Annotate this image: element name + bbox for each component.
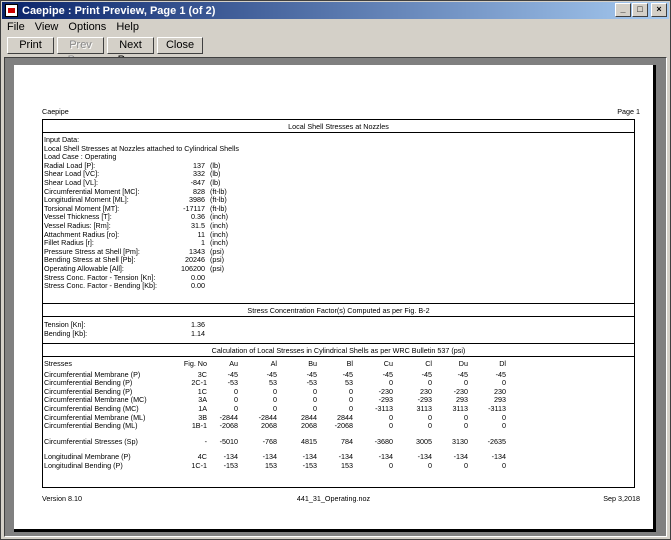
table-row-label: Circumferential Membrane (ML)	[44, 412, 146, 422]
table-row-cell: -230	[453, 386, 468, 396]
caepipe-app-icon[interactable]	[5, 4, 18, 17]
table-header-cell: Fig. No	[183, 359, 207, 368]
table-row-cell: -2068	[219, 421, 238, 431]
section-title: Calculation of Local Stresses in Cylindrical Shells as per WRC Bulletin 537 (psi)	[211, 346, 466, 355]
input-unit: (lb)	[210, 178, 221, 187]
minimize-button[interactable]: _	[615, 3, 631, 17]
table-row-cell: 0	[389, 460, 393, 470]
table-row-label: Longitudinal Membrane (P)	[44, 452, 131, 461]
input-label: Pressure Stress at Shell [Pm]:	[44, 246, 140, 256]
input-intro-line: Local Shell Stresses at Nozzles attached to Cylindrical Shells	[44, 143, 239, 153]
input-intro-line: Load Case : Operating	[44, 152, 117, 162]
table-row-cell: 0	[349, 386, 353, 396]
prev-page-button[interactable]: Prev	[57, 37, 104, 54]
table-header-cell: Al	[270, 359, 277, 368]
factor-label: Tension [Kn]:	[44, 320, 86, 329]
footer-date: Sep 3,2018	[603, 494, 640, 503]
table-row-cell: 3113	[452, 404, 468, 413]
input-label: Stress Conc. Factor - Tension [Kn]:	[44, 272, 156, 282]
table-row-cell: 4815	[301, 436, 317, 446]
menu-view[interactable]: View	[34, 20, 59, 33]
table-row-cell: 293	[494, 395, 506, 405]
table-row-label: Circumferential Membrane (MC)	[44, 395, 147, 405]
input-value: 11	[197, 229, 205, 239]
footer-filename: 441_31_Operating.noz	[296, 494, 371, 503]
menu-bar	[2, 19, 669, 34]
section-title-box	[42, 119, 635, 133]
table-row-cell: 293	[456, 395, 468, 405]
input-unit: (lb)	[210, 169, 221, 179]
preview-area[interactable]	[4, 57, 667, 537]
title-bar[interactable]	[2, 2, 669, 19]
table-row-cell: -53	[306, 378, 317, 388]
table-row-cell: -3113	[375, 404, 393, 413]
table-row-cell: -	[204, 436, 207, 446]
input-label: Bending Stress at Shell [Pb]:	[44, 255, 136, 265]
table-row-cell: 1B-1	[191, 421, 207, 431]
table-header-cell: Cu	[383, 359, 393, 368]
input-unit: (ft-lb)	[210, 195, 227, 205]
table-row-cell: 1A	[198, 404, 207, 413]
input-value: 20246	[185, 255, 205, 265]
table-row-cell: -134	[302, 452, 317, 461]
input-data-box	[42, 132, 635, 304]
table-row-cell: -768	[262, 436, 277, 446]
table-row-cell: -134	[417, 452, 432, 461]
input-label: Longitudinal Moment [ML]:	[44, 195, 129, 205]
table-row-cell: -134	[223, 452, 238, 461]
table-row-cell: 0	[234, 404, 238, 413]
table-row-cell: 0	[273, 404, 277, 413]
table-header-cell: Bl	[346, 359, 353, 368]
table-row-cell: 1C	[197, 386, 207, 396]
table-row-cell: -45	[382, 369, 393, 379]
table-row-cell: -5010	[219, 436, 238, 446]
table-row-label: Circumferential Stresses (Sp)	[44, 436, 138, 446]
table-row-cell: -45	[342, 369, 353, 379]
table-row-cell: 3130	[452, 436, 468, 446]
table-row-cell: 3C	[197, 369, 207, 379]
toolbar	[2, 35, 669, 55]
input-label: Shear Load [VL]:	[44, 178, 98, 187]
table-row-cell: -45	[495, 369, 506, 379]
table-row-label: Circumferential Membrane (P)	[44, 369, 141, 379]
input-unit: (psi)	[210, 246, 224, 256]
table-row-cell: 0	[502, 378, 506, 388]
table-row-cell: 0	[502, 412, 506, 422]
table-row-cell: 2844	[337, 412, 353, 422]
input-label: Radial Load [P]:	[44, 160, 96, 170]
table-header-cell: Cl	[425, 359, 432, 368]
table-row-cell: 0	[349, 395, 353, 405]
table-row-cell: -293	[378, 395, 393, 405]
table-row-cell: 0	[464, 460, 468, 470]
table-row-cell: 0	[234, 395, 238, 405]
input-label: Torsional Moment [MT]:	[44, 203, 120, 213]
table-row-cell: 0	[234, 386, 238, 396]
table-row-cell: -134	[491, 452, 506, 461]
table-header-cell: Dl	[499, 359, 506, 368]
table-row-cell: 0	[428, 412, 432, 422]
input-value: 0.00	[191, 281, 205, 291]
section-title: Stress Concentration Factor(s) Computed as per Fig. B-2	[247, 306, 430, 315]
section-title: Local Shell Stresses at Nozzles	[288, 122, 389, 131]
table-row-label: Circumferential Bending (ML)	[44, 421, 138, 431]
preview-page	[14, 65, 656, 532]
table-row-label: Circumferential Bending (P)	[44, 378, 133, 388]
print-button[interactable]: Print	[7, 37, 54, 54]
table-row-cell: -45	[457, 369, 468, 379]
table-row-cell: 0	[389, 421, 393, 431]
table-row-cell: -153	[223, 460, 238, 470]
table-header-cell: Bu	[308, 359, 317, 368]
input-label: Stress Conc. Factor - Bending [Kb]:	[44, 281, 158, 291]
factors-box	[42, 316, 635, 344]
input-unit: (psi)	[210, 255, 224, 265]
table-row-cell: -3113	[488, 404, 506, 413]
table-row-cell: 0	[273, 395, 277, 405]
table-row-cell: 2068	[301, 421, 317, 431]
factor-label: Bending [Kb]:	[44, 328, 88, 338]
table-row-cell: -53	[227, 378, 238, 388]
table-row-cell: -134	[338, 452, 353, 461]
table-header-cell: Au	[229, 359, 238, 368]
table-row-cell: 0	[313, 395, 317, 405]
input-value: 3986	[189, 195, 205, 205]
input-value: 828	[193, 186, 205, 196]
table-row-cell: 784	[341, 436, 353, 446]
table-row-label: Longitudinal Bending (P)	[44, 460, 123, 470]
input-unit: (inch)	[210, 229, 228, 239]
input-label: Operating Allowable [All]:	[44, 264, 124, 273]
table-row-cell: 2844	[301, 412, 317, 422]
input-value: 31.5	[191, 221, 205, 230]
input-value: 1	[201, 238, 205, 248]
table-row-cell: 0	[464, 412, 468, 422]
window-title: Caepipe : Print Preview, Page 1 (of 2)	[22, 4, 216, 17]
input-unit: (inch)	[210, 212, 228, 222]
close-button[interactable]: Close	[157, 37, 203, 54]
table-row-cell: 230	[420, 386, 432, 396]
table-row-cell: 3113	[416, 404, 432, 413]
table-row-cell: -2844	[258, 412, 277, 422]
table-row-cell: -45	[421, 369, 432, 379]
table-row-cell: -45	[227, 369, 238, 379]
table-row-cell: 230	[494, 386, 506, 396]
input-unit: (psi)	[210, 264, 224, 273]
input-value: -17117	[183, 203, 205, 213]
table-row-cell: -134	[453, 452, 468, 461]
page-header-right: Page 1	[617, 107, 640, 116]
factor-value: 1.14	[191, 328, 205, 338]
table-row-cell: 2068	[261, 421, 277, 431]
table-row-cell: 0	[428, 378, 432, 388]
table-row-cell: 4C	[197, 452, 207, 461]
menu-help[interactable]: Help	[116, 20, 139, 33]
input-unit: (ft-lb)	[210, 186, 227, 196]
table-row-cell: 2C-1	[191, 378, 207, 388]
table-row-cell: -2635	[487, 436, 506, 446]
table-row-cell: 1C-1	[191, 460, 207, 470]
table-row-cell: 0	[464, 378, 468, 388]
input-value: 0.00	[191, 272, 205, 282]
table-header-label: Stresses	[44, 359, 72, 368]
menu-options[interactable]: Options	[68, 20, 107, 33]
table-header-cell: Du	[458, 359, 468, 368]
table-row-cell: 153	[341, 460, 353, 470]
table-row-cell: 153	[265, 460, 277, 470]
input-label: Fillet Radius [r]:	[44, 238, 94, 248]
section-title-box	[42, 343, 635, 357]
input-value: -847	[190, 178, 205, 187]
table-row-cell: 0	[273, 386, 277, 396]
table-row-cell: -45	[266, 369, 277, 379]
table-row-cell: -134	[378, 452, 393, 461]
input-label: Circumferential Moment [MC]:	[44, 186, 140, 196]
table-row-cell: 53	[269, 378, 277, 388]
table-row-cell: 3B	[198, 412, 207, 422]
table-row-cell: -153	[302, 460, 317, 470]
table-row-cell: 53	[345, 378, 353, 388]
input-value: 332	[193, 169, 205, 179]
page-header-left: Caepipe	[42, 107, 69, 116]
table-row-cell: 0	[502, 421, 506, 431]
maximize-button[interactable]: □	[632, 3, 648, 17]
input-value: 0.36	[191, 212, 205, 222]
table-row-label: Circumferential Bending (MC)	[44, 404, 139, 413]
close-window-button[interactable]: ×	[651, 3, 667, 17]
table-row-cell: 0	[428, 421, 432, 431]
input-unit: (ft-lb)	[210, 203, 227, 213]
input-label: Attachment Radius [ro]:	[44, 229, 120, 239]
section-title-box	[42, 303, 635, 317]
table-row-cell: 0	[428, 460, 432, 470]
input-label: Vessel Radius: [Rm]:	[44, 221, 111, 230]
table-row-cell: 0	[389, 378, 393, 388]
table-row-cell: -230	[378, 386, 393, 396]
input-unit: (inch)	[210, 221, 228, 230]
input-unit: (inch)	[210, 238, 228, 248]
table-row-cell: 0	[313, 404, 317, 413]
input-label: Vessel Thickness [T]:	[44, 212, 112, 222]
table-row-cell: 0	[313, 386, 317, 396]
table-row-cell: -134	[262, 452, 277, 461]
footer-version: Version 8.10	[42, 494, 82, 503]
table-row-cell: 3A	[198, 395, 207, 405]
menu-file[interactable]: File	[7, 20, 25, 33]
table-row-cell: 0	[349, 404, 353, 413]
table-row-cell: 0	[502, 460, 506, 470]
input-intro-line: Input Data:	[44, 135, 80, 144]
factor-value: 1.36	[191, 320, 205, 329]
input-value: 137	[193, 160, 205, 170]
table-row-label: Circumferential Bending (P)	[44, 386, 133, 396]
input-value: 1343	[189, 246, 205, 256]
table-row-cell: -2068	[334, 421, 353, 431]
table-row-cell: -45	[306, 369, 317, 379]
input-unit: (lb)	[210, 160, 221, 170]
table-row-cell: -3680	[374, 436, 393, 446]
next-page-button[interactable]: Next	[107, 37, 154, 54]
table-row-cell: -2844	[219, 412, 238, 422]
table-row-cell: 0	[464, 421, 468, 431]
input-value: 106200	[181, 264, 205, 273]
input-label: Shear Load [VC]:	[44, 169, 100, 179]
table-row-cell: 3005	[416, 436, 432, 446]
table-row-cell: -293	[417, 395, 432, 405]
table-row-cell: 0	[389, 412, 393, 422]
stress-table-box	[42, 356, 635, 488]
